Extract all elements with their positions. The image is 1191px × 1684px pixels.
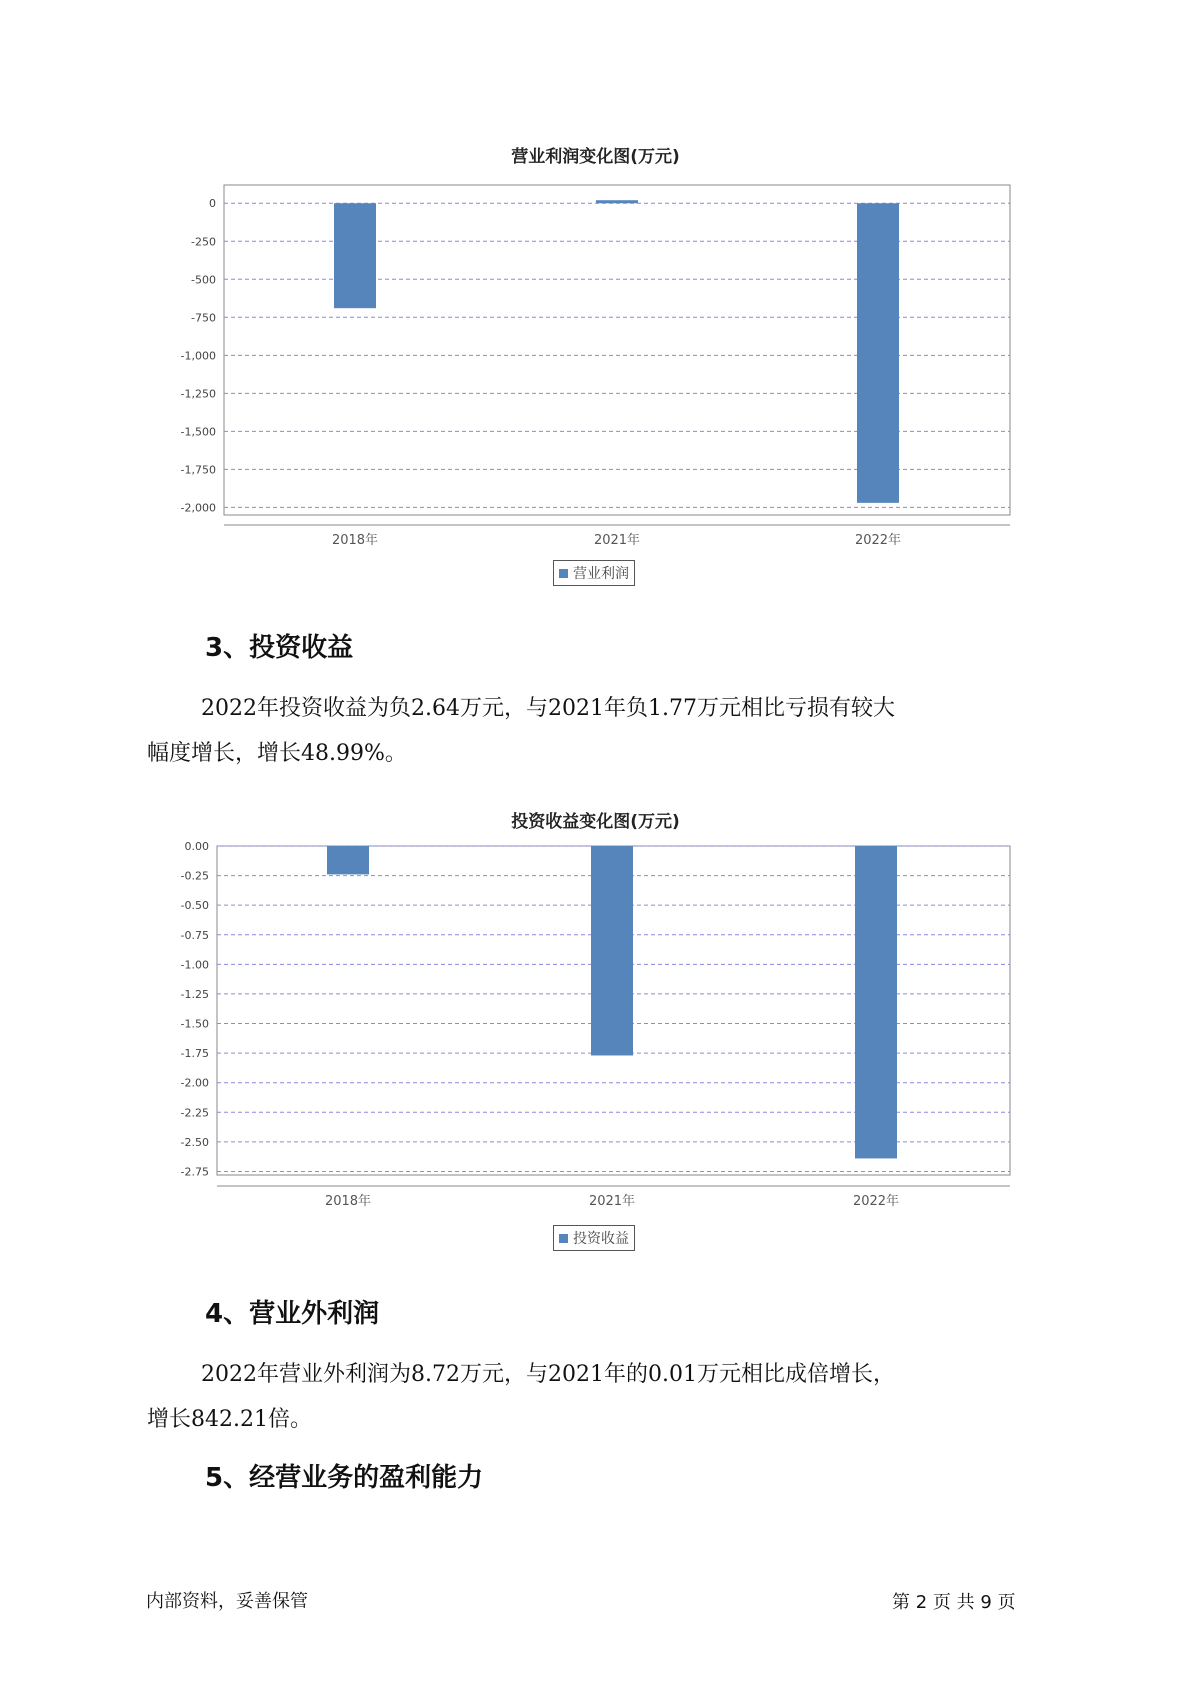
section-heading-investment-income: 3、投资收益 (205, 633, 354, 663)
footer-confidential-note: 内部资料，妥善保管 (146, 1591, 308, 1612)
y-tick-label: -2.25 (180, 1106, 209, 1120)
x-tick-label: 2021年 (593, 533, 641, 548)
section-heading-profitability: 5、经营业务的盈利能力 (205, 1463, 484, 1493)
y-tick-label: -2.50 (180, 1135, 209, 1149)
y-tick-label: -0.25 (180, 869, 209, 883)
paragraph-line: 增长842.21倍。 (147, 1407, 312, 1432)
y-tick-label: -1,500 (180, 425, 216, 439)
legend-swatch (559, 1234, 568, 1243)
x-tick-label: 2018年 (324, 1194, 372, 1209)
y-tick-label: -1.75 (180, 1047, 209, 1061)
section-paragraph-non-operating-profit (147, 1352, 1047, 1442)
y-tick-label: -1.00 (180, 958, 209, 972)
y-tick-label: -1.25 (180, 987, 209, 1001)
y-tick-label: -500 (191, 273, 216, 287)
x-tick-label: 2021年 (588, 1194, 636, 1209)
bar (327, 846, 369, 874)
y-tick-label: -2,000 (180, 501, 216, 515)
legend-investment-income (553, 1225, 635, 1251)
x-tick-label: 2018年 (331, 533, 379, 548)
chart-title-operating-profit: 营业利润变化图(万元) (511, 147, 680, 167)
y-tick-label: -0.75 (180, 928, 209, 942)
chart-title-investment-income: 投资收益变化图(万元) (511, 812, 680, 832)
x-tick-label: 2022年 (852, 1194, 900, 1209)
paragraph-line: 2022年营业外利润为8.72万元，与2021年的0.01万元相比成倍增长， (201, 1362, 895, 1387)
bar (855, 846, 897, 1158)
y-tick-label: -1,000 (180, 349, 216, 363)
section-heading-non-operating-profit: 4、营业外利润 (205, 1299, 380, 1329)
y-tick-label: 0 (209, 197, 216, 211)
y-tick-label: -0.50 (180, 899, 209, 913)
y-tick-label: -2.75 (180, 1165, 209, 1179)
footer-page-number: 第 2 页 共 9 页 (892, 1592, 1016, 1613)
x-tick-label: 2022年 (854, 533, 902, 548)
legend-label: 营业利润 (573, 566, 629, 582)
paragraph-line: 2022年投资收益为负2.64万元，与2021年负1.77万元相比亏损有较大 (201, 696, 895, 721)
paragraph-line: 幅度增长，增长48.99%。 (147, 741, 407, 766)
bar (591, 846, 633, 1055)
y-tick-label: -1,250 (180, 387, 216, 401)
y-tick-label: -750 (191, 311, 216, 325)
y-tick-label: 0.00 (184, 840, 209, 853)
y-tick-label: -1,750 (180, 463, 216, 477)
legend-label: 投资收益 (573, 1231, 629, 1247)
y-tick-label: -250 (191, 235, 216, 249)
y-tick-label: -1.50 (180, 1017, 209, 1031)
y-tick-label: -2.00 (180, 1076, 209, 1090)
